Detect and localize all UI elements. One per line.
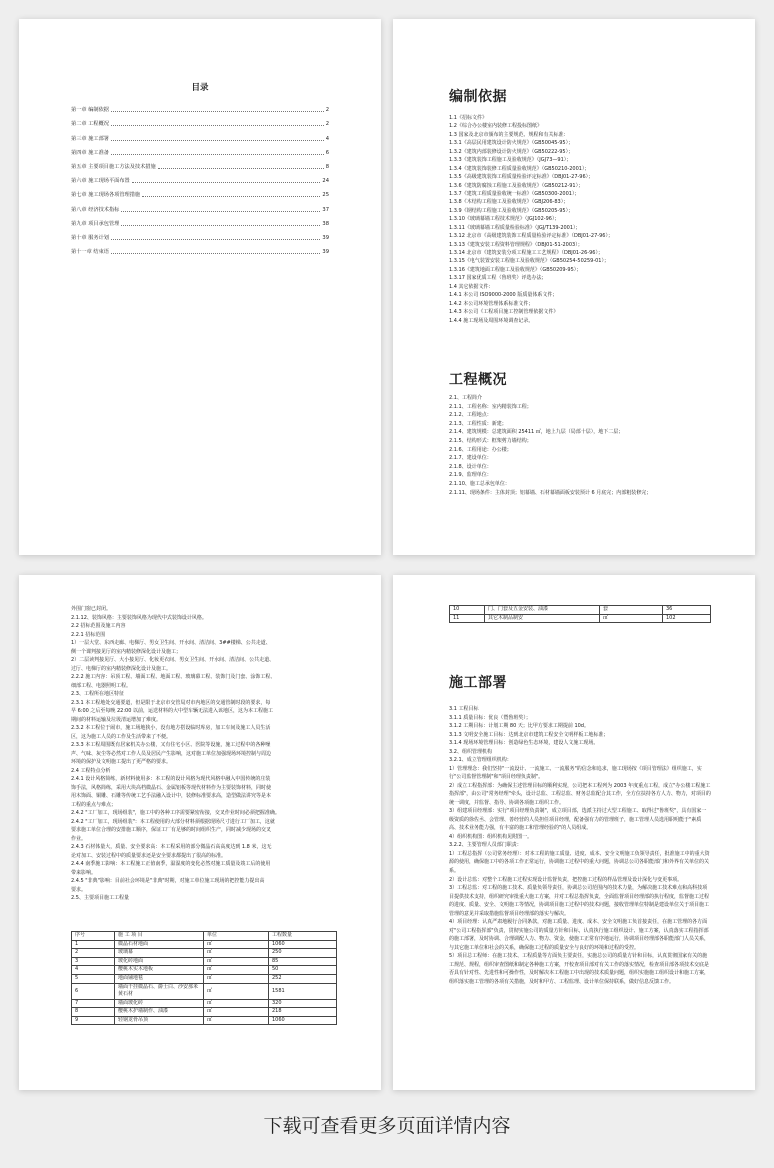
overview-heading: 工程概况: [449, 372, 507, 388]
toc-entry-page: 39: [322, 234, 329, 241]
text-line: 2.5、主要项目施工工程量: [71, 895, 129, 901]
text-line: 1.3 国家及北京市颁布的主要规范、规程和有关标准：: [449, 131, 569, 138]
text-line: 1.3.8《木结构工程施工及验收规范》（GBJ206-83）；: [449, 199, 569, 206]
details-lines: [71, 605, 337, 903]
overview-lines: [449, 394, 711, 497]
table-row: [72, 983, 337, 999]
text-line: 2.1、工程简介: [449, 395, 482, 401]
text-line: 2.3.2 本工程位于闹市，施工场地狭小，没有地方搭设临时库房，加工车间及施工人员生活: [71, 725, 271, 731]
toc-entry: [71, 99, 329, 113]
text-line: 2.1.6、工程用途：办公楼；: [449, 446, 512, 453]
text-line: 1.3.1《高层民用建筑设计防火规范》（GB50045-95）；: [449, 140, 574, 147]
table-cell: ㎡: [204, 966, 269, 975]
toc-entry-page: 39: [322, 249, 329, 256]
text-line: 1.3.4《建筑装饰装修工程质量验收规范》（GB50210-2001）；: [449, 165, 590, 172]
toc-entry-label: 第四章 施工准备: [71, 149, 109, 156]
text-line: 1.4.3 本公司《工程项目施工控制管理依据文件》: [449, 309, 559, 316]
table-row: [72, 1016, 337, 1025]
table-cell: 2: [72, 949, 115, 958]
text-line: 3.2.2、主要管理人员部门职责：: [449, 842, 522, 849]
table-cell: 3: [72, 957, 115, 966]
table-cell: 1060: [269, 1016, 337, 1025]
table-row: [450, 614, 711, 623]
table-cell: 85: [269, 957, 337, 966]
table-cell: ㎡: [204, 949, 269, 958]
text-line: 1.3.14 北京市《建筑安装分项工程施工工艺规程》（DBJ01-26-96）；: [449, 250, 603, 256]
toc-leader: [158, 168, 324, 169]
text-line: 2.2 招标范围及施工内容: [71, 623, 126, 629]
table-cell: 1: [72, 940, 115, 949]
toc-leader: [111, 154, 324, 155]
table-cell: 其它木制品制安: [485, 614, 600, 623]
text-line: 2.3.1 本工程地处交通要道，但是限于北京市交管局对市内地区的交通管制时段的要求，每: [71, 699, 271, 706]
text-line: 1）管理理念：我们坚持"一流设计、一流施工、一流服务"的信念和追求，施工现场按《项目管理法》组织施工，实行"公司监督管理制"和"项目经理负责制"。: [449, 765, 702, 781]
table-cell: 7: [72, 999, 115, 1008]
text-line: 论对加工、安装过程中的质量要求还是安全要求都提出了很高的标准。: [71, 852, 227, 859]
toc-leader: [121, 225, 320, 226]
text-line: 1.3.10《玻璃幕墙工程技术规范》（JGJ102-96）；: [449, 216, 560, 223]
toc-entry-label: 第一章 编制依据: [71, 107, 109, 114]
table-row: [72, 1008, 337, 1017]
table-cell: 9: [72, 1016, 115, 1025]
text-line: 2.1.5、结构形式：框架剪力墙结构；: [449, 437, 532, 444]
table-cell: ㎡: [204, 957, 269, 966]
text-line: 作业。: [71, 835, 87, 842]
toc-entry-page: 25: [322, 192, 329, 199]
table-cell: 1060: [269, 940, 337, 949]
table-cell: 320: [269, 999, 337, 1008]
text-line: 2.1.7、建设单位：: [449, 455, 492, 462]
text-line: 4）项目经理：认真严肃地履行合同条款，对施工质量、进度、成本、安全文明施工负首接责任，在施工管理的各方面对"公司工程指挥部"负责，贯彻实施公司的质量方针和目标，认真执行施工组织设计、施工方案，认真落实工程指挥部的施工部署，及时协调、合理调配人力、物力、资金，使施工正常有序地运行，协调项目经理部各职能部门人员关系，与其它施工单位和社会的关系，确保施工过程的质量安全与良好的环境和过程的受控。: [449, 919, 710, 951]
text-line: 2.1.11、现场条件：主体封顶；铝幕墙、石材幕墙面板安装预计 6 月底完；内部粗装修完；: [449, 489, 652, 496]
toc-leader: [111, 140, 324, 141]
toc-entry-label: 第三章 施工部署: [71, 135, 109, 142]
deployment-section: [449, 672, 711, 987]
text-line: 1.4.4 施工现场及周围环境调查记录。: [449, 317, 534, 324]
col-header: 单位: [204, 932, 269, 941]
table-row: [72, 966, 337, 975]
toc-leader: [142, 196, 320, 197]
table-cell: 樱桃木护墙制作、油漆: [115, 1008, 204, 1017]
toc-entry: [71, 142, 329, 156]
table-cell: 6: [72, 983, 115, 999]
text-line: 2.1.10、施工总承包单位：: [449, 480, 510, 487]
text-line: 2.4.3 石材体量大，质量、安全要求高：本工程采用的部分微晶石高高度达到 1.8 米，这无: [71, 844, 272, 850]
col-header: 工程数量: [269, 932, 337, 941]
text-line: 3）组建项目经理部：实行"项目经理负责制"，成立项目部，选派主持过大型工程施工、取得过"鲁班奖"，具有国家一级资质的徐佐丞、会管理、善经营的人员担任项目经理，配备强有力的管理班子，施工管理人员选用职明能于"素质高、技术业务能力强，有丰富的施工和管理经验的"的人员组成。: [449, 808, 707, 832]
table-cell: 11: [450, 614, 485, 623]
text-line: 要求。: [71, 886, 87, 893]
text-line: 过厅、电梯厅的室内精装修深化设计及施工。: [71, 665, 172, 672]
table-cell: 微晶石材地面: [115, 940, 204, 949]
table-cell: ㎡: [204, 1008, 269, 1017]
text-line: 1.3.11《玻璃幕墙工程质量检验标准》（JGJ/T139-2001）；: [449, 224, 581, 231]
toc-entry-page: 2: [325, 121, 329, 128]
toc-entry: [71, 127, 329, 141]
text-line: 2）设计总监：对整个工程施工过程实现设计监督负责，把控施工过程的样品管理及设计深化与变更事项。: [449, 876, 683, 883]
text-line: 1.1《招标文件》: [449, 115, 487, 121]
table-row: [72, 949, 337, 958]
table-cell: 樱桃木实木地板: [115, 966, 204, 975]
toc-leader: [111, 239, 320, 240]
toc-entry: [71, 213, 329, 227]
text-line: 2.1.8、设计单位：: [449, 463, 492, 470]
page-basis: [393, 19, 755, 555]
table-row: [72, 957, 337, 966]
table-cell: 8: [72, 1008, 115, 1017]
text-line: 1.4.2 本公司环境管理体系标准文件；: [449, 300, 534, 307]
text-line: 1.3.16《建筑地面工程施工及验收规范》（GB50209-95）；: [449, 266, 582, 273]
download-caption: 下载可查看更多页面详情内容: [263, 1115, 511, 1137]
text-line: 1.3.9《钢结构工程施工及验收规范》（GB50205-95）；: [449, 207, 574, 214]
table-cell: 250: [269, 949, 337, 958]
table-cell: 4: [72, 966, 115, 975]
toc-entry: [71, 170, 329, 184]
toc-entry-label: 第七章 施工现场各项管理措施: [71, 192, 141, 199]
text-line: 4）组织机构图：组织机构见附图一。: [449, 833, 533, 840]
table-cell: ㎡: [204, 983, 269, 999]
text-line: 2）成立工程指挥部：为确保主述管理目标的顺利实现，公司把本工程列为 2003 年度重点工程，成立"办公楼工程施工指挥部"，由公司"常务经理"牵头，设计总监、工程总监、财务总监配合其工作，全方位扶持各方人力、物力，对项目的统一调度，并监督、指导、协调各项施工组织工作。: [449, 782, 711, 806]
text-line: 外围门窗已封闭。: [71, 606, 112, 612]
text-line: 细部工程、电器照明工程。: [71, 682, 132, 689]
text-line: 工程的重点与难点；: [71, 801, 117, 808]
text-line: 2.3.3 本工程周围既有居家机关办公楼，又有住宅小区、医院等设施，施工过程中的各种噪: [71, 742, 271, 748]
toc-entry-label: 第六章 施工现场平面布置: [71, 178, 130, 185]
table-cell: 10: [450, 606, 485, 615]
toc-list: [71, 99, 329, 255]
text-line: 1.3.12 北京市《高级建筑装饰工程质量检验评定标准》（DBJ01-27-96）；: [449, 233, 613, 240]
text-line: 1.3.13《建筑安装工程资料管理规程》（DBJ01-51-2003）；: [449, 241, 583, 248]
table-cell: 1581: [269, 983, 337, 999]
text-line: 1.3.3《建筑装饰工程施工及验收规范》（JGJ73—91）；: [449, 157, 572, 164]
table-cell: 墙面干挂微晶石、爵士白、沙安那米黄石材: [115, 983, 204, 999]
text-line: 3）工程总监：对工程的施工技术、质量负领导责任，协调总公司范围内的技术力量，为解决施工技术难点和高科技项目提供技术支持，组织研究审批重大施工方案，并对工程总指挥负责，全面监督项目经理部的执行程度，监督施工过程的进度、质量、安全、文明施工等情况，协调项目施工过程中的技术问题，接收管理单位特制是建设单位关于项目施工管理的意见并采取措施监督项目经理部的落实与解决。: [449, 885, 710, 917]
table-cell: ㎡: [204, 974, 269, 983]
text-line: 3.2.1、成立管理组织机构：: [449, 757, 512, 763]
toc-entry-page: 37: [322, 206, 329, 213]
page-toc: [19, 19, 381, 555]
page-details: [19, 575, 381, 1090]
text-line: 声、气味、灰尘等必然对工作人员及居民产生影响，这对施工单位加强现场环境控制与周边: [71, 750, 272, 757]
text-line: 1.4 其它依据文件：: [449, 283, 494, 290]
table-cell: 玻化砖地面: [115, 957, 204, 966]
text-line: 3.1.2 工期目标：计划工期 80 天；比甲方要求工期提前 10d。: [449, 723, 589, 729]
text-line: 2.4.5 "非典"影响：目前社会环境是"非典"时期，对施工单位施工现场的把控能力提出高: [71, 878, 265, 884]
text-line: 3.1.1 质量目标：优良（暨鲁班奖）；: [449, 714, 531, 721]
text-line: 2）二层读判接见厅、大小接见厅、化妆更衣间、男女卫生间、开水间、清洁间、公共走道、: [71, 657, 275, 663]
table-cell: 地面铺地毯: [115, 974, 204, 983]
text-line: 2.1.4、建筑规模：总建筑面积 25411 ㎡，地上九层（局部十层），地下二层；: [449, 429, 624, 436]
toc-entry-label: 第二章 工程概况: [71, 121, 109, 128]
text-line: 环境的保护及文明施工提出了更严格的要求。: [71, 759, 172, 765]
text-line: 2.4.4 南季施工影响：本工程施工正值南季，温湿度的变化必然对施工质量及竣工后的使用: [71, 861, 271, 867]
toc-entry: [71, 198, 329, 212]
toc-entry: [71, 156, 329, 170]
text-line: 2.2.2 施工内容：吊顶工程、墙面工程、地面工程、玻璃幕工程、装饰门及门套、涂饰工程、: [71, 674, 276, 680]
table-cell: 轻钢龙骨吊顶: [115, 1016, 204, 1025]
text-line: 2.1.9、监理单位：: [449, 472, 492, 479]
table-cell: ㎡: [204, 999, 269, 1008]
text-line: 3.1 工程目标: [449, 706, 479, 712]
col-header: 施 工 项 目: [115, 932, 204, 941]
table-header-row: [72, 932, 337, 941]
text-line: 2.3、工程所在地区特征: [71, 691, 124, 697]
text-line: 1.3.7《建筑工程质量验收统一标准》（GB50300-2001）；: [449, 190, 580, 197]
table-cell: 252: [269, 974, 337, 983]
toc-entry-page: 24: [322, 178, 329, 185]
table-cell: 墙面玻化砖: [115, 999, 204, 1008]
table-cell: ㎡: [204, 940, 269, 949]
text-line: 2.4.1 设计风格简练，新材料使用多：本工程的设计风格为现代风格中融入中国传统的庄装: [71, 776, 271, 782]
table-cell: 玻璃幕: [115, 949, 204, 958]
table-cell: ㎡: [204, 1016, 269, 1025]
text-line: 期间的材料运输及垃圾清运增加了难度。: [71, 716, 162, 723]
text-line: 1.3.6《建筑防腐蚀工程施工及验收规范》（GB50212-91）；: [449, 182, 584, 189]
text-line: 1.3.17 国家优质工程（鲁班奖）评选办法；: [449, 275, 547, 282]
page-deployment: [393, 575, 755, 1090]
table-cell: 50: [269, 966, 337, 975]
text-line: 2.1.3、工程性质：新建；: [449, 420, 507, 427]
toc-leader: [111, 111, 324, 112]
quantity-table-continued: [449, 605, 711, 623]
col-header: 序号: [72, 932, 115, 941]
table-row: [72, 999, 337, 1008]
quantity-table: [71, 931, 337, 1025]
toc-entry-page: 38: [322, 220, 329, 227]
toc-entry-label: 第八章 经济技术指标: [71, 206, 120, 213]
text-line: 侧一个课判接见厅的室内精装修深化设计及施工；: [71, 648, 182, 655]
table-cell: 36: [663, 606, 711, 615]
text-line: 区，这为施工人员的工作及生活带来了不便。: [71, 733, 172, 740]
text-line: 1.3.15《电气装置安装工程施工及验收规范》（GB50254-50259-01）；: [449, 258, 609, 265]
text-line: 2.1.1、工程名称：室内精装饰工程；: [449, 403, 532, 410]
toc-entry-page: 8: [325, 163, 329, 170]
text-line: 1）一层大堂、东西走廊、电梯厅、男女卫生间、开水间、清洁间、3##楼梯、公共走道、: [71, 640, 271, 646]
toc-entry-page: 6: [325, 149, 329, 156]
table-row: [450, 606, 711, 615]
toc-entry-label: 第五章 主要项目施工方法及技术措施: [71, 163, 156, 170]
text-line: 3.2、组织管理机构: [449, 748, 492, 755]
text-line: 2.2.1 招标范围: [71, 631, 106, 638]
table-cell: 5: [72, 974, 115, 983]
basis-heading: 编制依据: [449, 89, 507, 105]
toc-entry: [71, 113, 329, 127]
toc-entry-page: 2: [325, 107, 329, 114]
table-cell: 102: [663, 614, 711, 623]
table-cell: ㎡: [600, 614, 663, 623]
toc-leader: [121, 211, 320, 212]
text-line: 2.4.2 "工厂加工，现场组装"，施工中的各种工序需要紧密衔接，交叉作业时间必须把握准确。: [71, 810, 280, 816]
toc-entry: [71, 227, 329, 241]
toc-entry: [71, 241, 329, 255]
toc-entry-page: 4: [325, 135, 329, 142]
text-line: 用木饰面、铜雕、石雕等传统工艺手法融入设计中，装修标准要求高，造型做法讲究等是本: [71, 793, 272, 799]
table-cell: 套: [600, 606, 663, 615]
toc-title: 目录: [191, 83, 209, 93]
table-cell: 门、门套及五金安装、油漆: [485, 606, 600, 615]
toc-entry-label: 第九章 项目承包管理: [71, 220, 120, 227]
toc-entry-label: 第十章 服务计划: [71, 234, 109, 241]
text-line: 要求施工单位合理的安排施工顺序，保证工厂有足够的时间组织生产，同时减少现场的交叉: [71, 827, 272, 833]
deployment-heading: 施工部署: [449, 675, 507, 691]
toc-leader: [111, 253, 320, 254]
text-line: 2.1.2、工程地点：: [449, 412, 492, 419]
toc-entry-label: 第十一章 结束语: [71, 249, 109, 256]
toc-leader: [132, 182, 321, 183]
text-line: 早 6:00 之后至每晚 22:00 以前，运送材料的大中型车辆无法进入该地区，这为本工程施工: [71, 708, 273, 714]
text-line: 带来影响。: [71, 869, 97, 876]
toc-leader: [111, 125, 324, 126]
text-line: 2.4.2 "工厂加工，现场组装"：本工程使用的大部分材料须根据现场尺寸进行工厂加工，这就: [71, 818, 275, 825]
text-line: 1）工程总指挥（公司常务经理）：对本工程的施工质量、进度、成本、安全文明施工负领导责任，批准施工中的重大资源的使用，确保施工中的各项工作正常运行，协调施工过程中的重大问题，协调总公司各职能部门和外界有关单位的关系。: [449, 850, 710, 874]
table-row: [72, 940, 337, 949]
text-line: 1.2《综合办公楼室内装修工程投标图纸》: [449, 123, 542, 130]
toc-entry: [71, 184, 329, 198]
text-line: 2.1.12、装饰风格：主要装饰风格为现代中式装饰设计风格。: [71, 614, 207, 621]
text-line: 1.3.2《建筑内部装修设计防火规范》（GB50222-95）；: [449, 148, 574, 155]
text-line: 3.1.3 文明安全施工目标：达到北京市建筑工程安全文明样板工地标准；: [449, 731, 609, 738]
text-line: 1.4.1 本公司 ISO9000-2000 版质量体系文件；: [449, 292, 558, 299]
text-line: 1.3.5《高级建筑装饰工程质量检验评定标准》（DBJ01-27-96）；: [449, 174, 594, 181]
deployment-lines: [449, 705, 711, 987]
basis-lines: [449, 114, 711, 325]
text-line: 3.1.4 现场环境管理目标：创造绿色生态环境，建设人文施工现场。: [449, 740, 599, 746]
text-line: 2.4 工程特点分析: [71, 767, 111, 774]
text-line: 饰手法，风格简练，采用大块高档微晶石、金属铝板等现代材料作为主要装饰材料，同时使: [71, 784, 272, 791]
text-line: 5）项目总工程师：在施工技术、工程质量等方面负主要责任，实施总公司的质量方针和目标，认真贯彻国家有关的施工规范、规程，组织审查图纸和制定各种施工方案，开校查项目部对有关工作的落实情况，检查项目部各项技术交底是否具有针对性、先进性和可操作性，及时解决本工程施工中出现的技术质量问题，组织实施施工组织设计和施工方案，组织落实施工管理的各项有关措施，及时和甲方、工程监理、设计单位保持联系，做好信息反馈工作。: [449, 953, 710, 986]
table-row: [72, 974, 337, 983]
table-cell: 218: [269, 1008, 337, 1017]
